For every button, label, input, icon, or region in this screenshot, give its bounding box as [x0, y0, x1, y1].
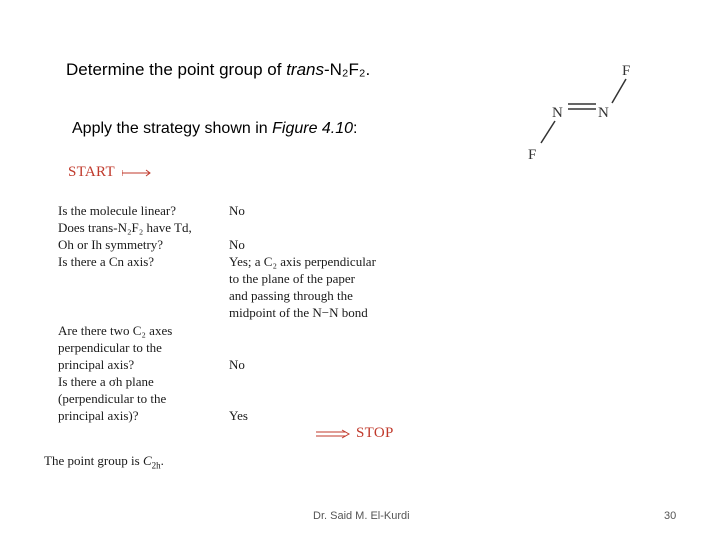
subtitle-suffix: :	[353, 120, 358, 137]
subtitle-prefix: Apply the strategy shown in	[72, 120, 273, 137]
atom-f-top: F	[622, 63, 631, 79]
subtitle-italic: Figure 4.10	[272, 120, 354, 137]
slide-subtitle	[72, 120, 358, 138]
flow-question-5-line-3: principal axis)?	[58, 408, 139, 423]
slide-title	[66, 60, 370, 80]
flow-answer-1: No	[229, 203, 245, 218]
bond-n-f-top	[612, 79, 626, 103]
flow-answer-5: Yes	[229, 408, 248, 423]
flow-question-4-line-3: principal axis?	[58, 357, 135, 372]
flow-question-4-line-2: perpendicular to the	[58, 340, 162, 355]
title-formula: -N₂F₂.	[323, 60, 371, 79]
trans-n2f2-structure	[520, 55, 650, 165]
page-number: 30	[664, 510, 677, 522]
flow-answer-3-line-2: to the plane of the paper	[229, 271, 355, 286]
title-italic: trans	[286, 60, 324, 79]
flow-question-2-line-1: Does trans-N₂F₂ have Td,	[58, 220, 192, 235]
conclusion-symbol: C	[142, 453, 152, 468]
footer-author: Dr. Said M. El-Kurdi	[313, 510, 410, 522]
bond-n-f-bottom	[541, 121, 555, 143]
conclusion-subscript: 2h	[151, 460, 161, 471]
conclusion-suffix: .	[160, 453, 164, 468]
flow-answer-3-line-1: Yes; a C₂ axis perpendicular	[229, 254, 376, 269]
atom-f-bottom: F	[528, 147, 537, 163]
flow-question-3: Is there a Cn axis?	[58, 254, 155, 269]
flow-question-2-line-2: Oh or Ih symmetry?	[58, 237, 164, 252]
flow-question-4-line-1: Are there two C₂ axes	[58, 323, 173, 338]
flow-answer-3-line-3: and passing through the	[229, 288, 353, 303]
flow-answer-4: No	[229, 357, 245, 372]
flow-question-5-line-2: (perpendicular to the	[58, 391, 167, 406]
atom-n-right: N	[598, 105, 609, 121]
start-arrow-icon	[122, 168, 156, 178]
flow-question-5-line-1: Is there a σh plane	[58, 374, 154, 389]
atom-n-left: N	[552, 105, 563, 121]
flow-question-1: Is the molecule linear?	[58, 203, 177, 218]
flow-answer-3-line-4: midpoint of the N−N bond	[229, 305, 368, 320]
stop-arrow-icon	[316, 429, 352, 439]
flow-conclusion	[44, 452, 164, 475]
conclusion-prefix: The point group is	[44, 453, 143, 468]
flow-start-label: START	[68, 164, 115, 180]
title-prefix: Determine the point group of	[66, 60, 287, 79]
flow-answer-2: No	[229, 237, 245, 252]
flow-stop-label: STOP	[356, 425, 394, 441]
